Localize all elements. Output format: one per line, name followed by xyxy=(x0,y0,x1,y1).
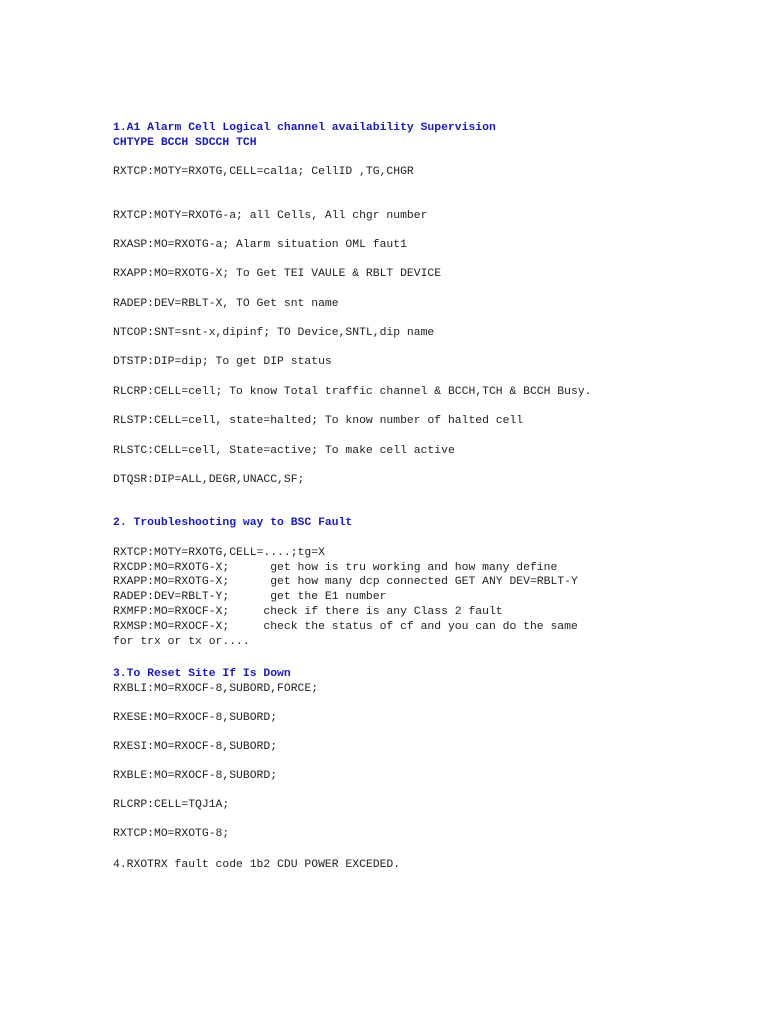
command-line: RXBLE:MO=RXOCF-8,SUBORD; xyxy=(113,770,278,782)
section2-heading: 2. Troubleshooting way to BSC Fault xyxy=(113,517,353,529)
command-line: for trx or tx or.... xyxy=(113,636,250,648)
section1-subheading: CHTYPE BCCH SDCCH TCH xyxy=(113,137,257,149)
section4-line: 4.RXOTRX fault code 1b2 CDU POWER EXCEDED. xyxy=(113,859,401,871)
command-line: RLCRP:CELL=cell; To know Total traffic channel & BCCH,TCH & BCCH Busy. xyxy=(113,386,592,398)
command-line: RXMSP:MO=RXOCF-X; check the status of cf and you can do the same xyxy=(113,621,578,633)
command-line: RADEP:DEV=RBLT-X, TO Get snt name xyxy=(113,298,339,310)
command-line: RADEP:DEV=RBLT-Y; get the E1 number xyxy=(113,591,387,603)
command-line: RXESI:MO=RXOCF-8,SUBORD; xyxy=(113,741,278,753)
command-line: RXASP:MO=RXOTG-a; Alarm situation OML faut1 xyxy=(113,239,407,251)
command-line: RXESE:MO=RXOCF-8,SUBORD; xyxy=(113,712,278,724)
command-line: RLSTC:CELL=cell, State=active; To make cell active xyxy=(113,445,455,457)
command-line: RLCRP:CELL=TQJ1A; xyxy=(113,799,230,811)
command-line: RXTCP:MOTY=RXOTG,CELL=....;tg=X xyxy=(113,547,325,559)
command-line: RXCDP:MO=RXOTG-X; get how is tru working and how many define xyxy=(113,562,558,574)
command-line: DTQSR:DIP=ALL,DEGR,UNACC,SF; xyxy=(113,474,305,486)
section3-heading: 3.To Reset Site If Is Down xyxy=(113,668,291,680)
command-line: RXAPP:MO=RXOTG-X; To Get TEI VAULE & RBLT DEVICE xyxy=(113,268,442,280)
command-line: RXMFP:MO=RXOCF-X; check if there is any Class 2 fault xyxy=(113,606,503,618)
section1-heading: 1.A1 Alarm Cell Logical channel availability Supervision xyxy=(113,122,496,134)
command-line: RXTCP:MOTY=RXOTG,CELL=cal1a; CellID ,TG,CHGR xyxy=(113,166,414,178)
command-line: RXTCP:MO=RXOTG-8; xyxy=(113,828,230,840)
command-line: RLSTP:CELL=cell, state=halted; To know number of halted cell xyxy=(113,415,524,427)
command-line: RXTCP:MOTY=RXOTG-a; all Cells, All chgr number xyxy=(113,210,428,222)
command-line: RXBLI:MO=RXOCF-8,SUBORD,FORCE; xyxy=(113,683,319,695)
command-line: DTSTP:DIP=dip; To get DIP status xyxy=(113,356,332,368)
command-line: NTCOP:SNT=snt-x,dipinf; TO Device,SNTL,dip name xyxy=(113,327,435,339)
command-line: RXAPP:MO=RXOTG-X; get how many dcp connected GET ANY DEV=RBLT-Y xyxy=(113,576,578,588)
